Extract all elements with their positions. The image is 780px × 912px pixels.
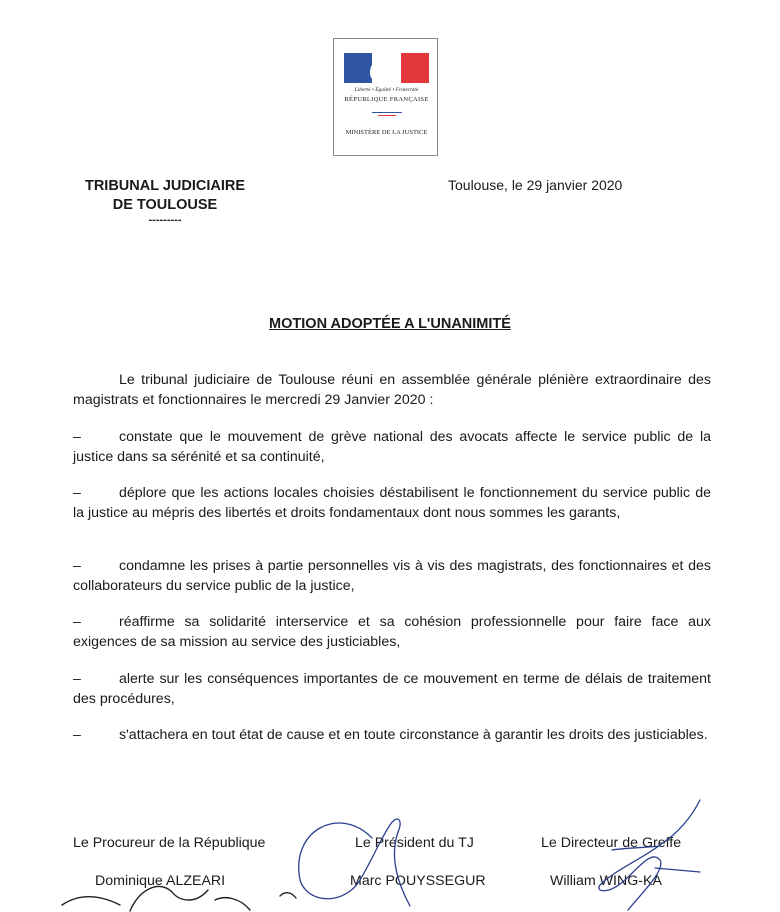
signatory-role: Le Directeur de Greffe — [541, 835, 682, 851]
logo-divider — [378, 115, 396, 116]
signatory-name: William WING-KA — [550, 873, 662, 889]
motion-point — [73, 725, 711, 745]
document-title: MOTION ADOPTÉE A L'UNANIMITÉ — [269, 316, 511, 332]
dash-bullet: – — [73, 727, 81, 743]
court-header — [70, 177, 260, 225]
signatory-name: Marc POUYSSEGUR — [350, 873, 486, 889]
signatory-role: Le Procureur de la République — [73, 835, 266, 851]
signatory-name: Dominique ALZEARI — [95, 873, 226, 889]
header-separator: --------- — [148, 214, 182, 226]
motion-point — [73, 612, 711, 652]
signature-procureur — [62, 886, 296, 911]
motion-point-text: s'attachera en tout état de cause et en toute circonstance à garantir les droits des justiciables. — [119, 727, 708, 743]
republic-motto: Liberté • Égalité • Fraternité — [354, 87, 419, 93]
signature-director — [599, 800, 700, 910]
dash-bullet: – — [73, 485, 81, 501]
dash-bullet: – — [73, 558, 81, 574]
dash-bullet: – — [73, 429, 81, 445]
motion-point-text: réaffirme sa solidarité interservice et sa cohésion professionnelle pour faire face aux exigences de sa mission au service des justiciables, — [73, 614, 711, 650]
dash-bullet: – — [73, 614, 81, 630]
signature-president — [299, 819, 410, 906]
signatory-role: Le Président du TJ — [355, 835, 474, 851]
motion-point-text: alerte sur les conséquences importantes de ce mouvement en terme de délais de traitement des procédures, — [73, 671, 711, 707]
court-name-line1: TRIBUNAL JUDICIAIRE — [84, 178, 246, 194]
logo-divider — [372, 112, 402, 113]
motion-point-text: constate que le mouvement de grève national des avocats affecte le service public de la justice dans sa sérénité et sa continuité, — [73, 429, 711, 465]
motion-point — [73, 669, 711, 709]
motion-point — [73, 556, 711, 596]
motion-point — [73, 427, 711, 467]
ministry-name: MINISTÈRE DE LA JUSTICE — [345, 129, 428, 136]
motion-point-text: déplore que les actions locales choisies déstabilisent le fonctionnement du service public de la justice au mépris des libertés et droits fondamentaux dont nous sommes les garants, — [73, 485, 711, 521]
republic-name: RÉPUBLIQUE FRANÇAISE — [344, 96, 429, 103]
marianne-flag-icon — [344, 53, 429, 83]
court-name-line2: DE TOULOUSE — [112, 197, 218, 213]
intro-paragraph: Le tribunal judiciaire de Toulouse réuni en assemblée générale plénière extraordinaire des magistrats et fonctionnaires le mercredi 29 Janvier 2020 : — [73, 372, 711, 408]
motion-point-text: condamne les prises à partie personnelles vis à vis des magistrats, des fonctionnaires et des collaborateurs du service public de la justice, — [73, 558, 711, 594]
motion-point — [73, 483, 711, 523]
dash-bullet: – — [73, 671, 81, 687]
ministry-logo — [333, 38, 438, 156]
dateline: Toulouse, le 29 janvier 2020 — [448, 177, 623, 193]
